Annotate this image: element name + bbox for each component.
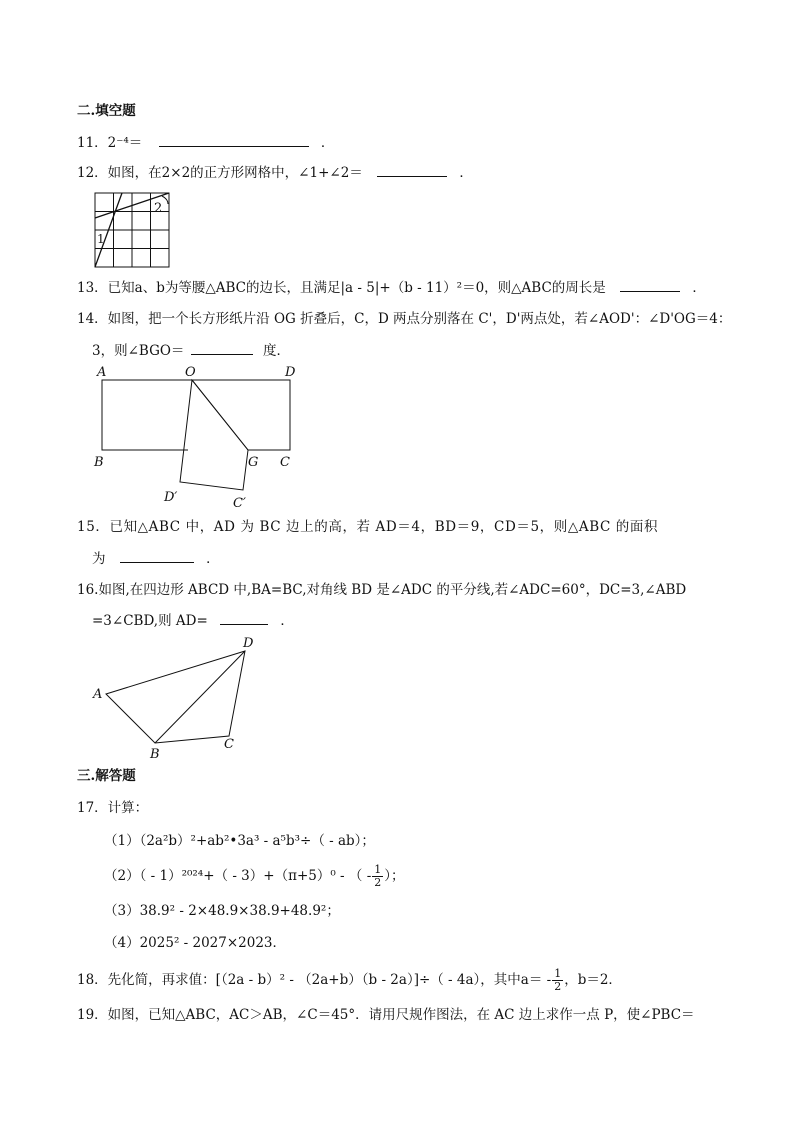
- answer-blank-11[interactable]: [159, 134, 309, 147]
- question-14-line-2-post: 度．: [263, 343, 291, 359]
- point-D: D: [285, 365, 296, 380]
- point-G: G: [248, 455, 259, 470]
- point-B: B: [150, 747, 160, 762]
- question-14-line-1: 14．如图，把一个长方形纸片沿 OG 折叠后，C，D 两点分别落在 C'，D'两点处，若∠AOD'：∠D'OG＝4：: [77, 311, 732, 327]
- point-C-prime: C′: [233, 496, 246, 511]
- angle-label-2: 2: [154, 201, 163, 216]
- point-B: B: [94, 455, 104, 470]
- question-11-text: 11．2⁻⁴＝: [77, 135, 143, 151]
- point-A: A: [97, 365, 107, 380]
- fraction-numerator: 1: [374, 863, 382, 876]
- answer-blank-14[interactable]: [191, 342, 253, 355]
- fraction-one-half: [552, 968, 563, 993]
- fraction-denominator: 2: [554, 980, 562, 993]
- section-heading-fill-in: 二.填空题: [77, 103, 136, 119]
- question-17-title: 17．计算：: [77, 800, 149, 816]
- question-16-line-2-pre: =3∠CBD,则 AD=: [92, 613, 208, 629]
- question-13: [77, 279, 706, 297]
- question-15-line-1: 15．已知△ABC 中，AD 为 BC 边上的高，若 AD＝4，BD＝9，CD＝5，则△ABC 的面积: [77, 519, 659, 535]
- angle-2-arc: [162, 196, 168, 204]
- question-16-line-1: 16.如图,在四边形 ABCD 中,BA=BC,对角线 BD 是∠ADC 的平分线,若∠ADC=60°，DC=3,∠ABD: [77, 582, 687, 598]
- question-19: 19．如图，已知△ABC，AC＞AB，∠C＝45°．请用尺规作图法，在 AC 边上求作一点 P，使∠PBC＝: [77, 1007, 695, 1023]
- question-17-part-4: （4）2025² - 2027×2023．: [104, 935, 287, 951]
- q16-quadrilateral-figure: [88, 634, 268, 762]
- question-17-part-3: （3）38.9² - 2×48.9×38.9+48.9²；: [104, 903, 340, 919]
- point-D: D: [243, 636, 254, 651]
- question-13-text: 13．已知a、b为等腰△ABC的边长，且满足|a - 5|+（b - 11）²＝0，则△ABC的周长是: [77, 280, 606, 296]
- folded-flap: [180, 380, 248, 490]
- answer-blank-13[interactable]: [620, 279, 680, 292]
- question-18: [77, 968, 622, 993]
- question-11: [77, 134, 334, 152]
- quadrilateral-ABCD: [106, 651, 245, 743]
- question-17-part-2-post: ）；: [384, 868, 405, 884]
- point-C: C: [224, 737, 234, 752]
- fraction-numerator: 1: [554, 967, 562, 980]
- answer-blank-16[interactable]: [220, 612, 268, 625]
- fraction-one-half: [372, 864, 383, 889]
- question-13-tail: ．: [692, 280, 706, 296]
- question-18-post: ，b＝2．: [564, 972, 622, 988]
- question-12: [77, 164, 473, 182]
- rectangle-outline: [102, 380, 290, 450]
- question-17-part-2: [104, 864, 405, 889]
- question-15-line-2: [92, 550, 220, 568]
- question-14-line-2-pre: 3，则∠BGO＝: [92, 343, 185, 359]
- question-11-tail: ．: [320, 135, 335, 151]
- question-14-line-2: [92, 342, 290, 360]
- q14-fold-figure: [88, 362, 308, 512]
- point-A: A: [93, 687, 103, 702]
- question-12-text: 12．如图，在2×2的正方形网格中，∠1+∠2＝: [77, 165, 363, 181]
- point-O: O: [185, 365, 196, 380]
- question-16-line-2: [92, 612, 294, 630]
- question-16-line-2-post: ．: [280, 613, 294, 629]
- fraction-denominator: 2: [374, 876, 382, 889]
- point-C: C: [280, 455, 290, 470]
- q12-grid-figure: [94, 192, 172, 270]
- answer-blank-15[interactable]: [120, 550, 194, 563]
- point-D-prime: D′: [164, 490, 178, 505]
- question-15-line-2-pre: 为: [92, 551, 106, 567]
- question-12-tail: ．: [459, 165, 473, 181]
- question-18-pre: 18．先化简，再求值：[（2a - b）² - （2a+b）（b - 2a）]÷（ - 4a），其中a＝ -: [77, 972, 552, 988]
- answer-blank-12[interactable]: [377, 164, 447, 177]
- question-17-part-1: （1）（2a²b）²+ab²•3a³ - a⁵b³÷（ - ab）；: [104, 833, 375, 849]
- section-heading-solve: 三.解答题: [77, 768, 136, 784]
- angle-label-1: 1: [97, 232, 105, 246]
- question-17-part-2-pre: （2）（ - 1）²⁰²⁴+（ - 3）+（π+5）⁰ - （ -: [104, 868, 372, 884]
- question-15-line-2-post: ．: [206, 551, 220, 567]
